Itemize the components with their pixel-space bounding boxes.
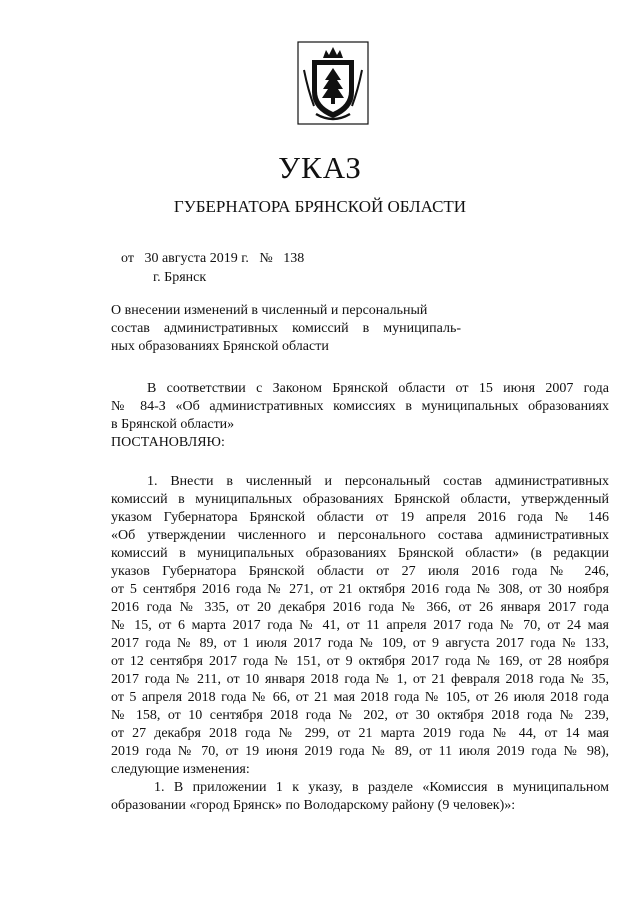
paragraph-line: № 15, от 6 марта 2017 года № 41, от 11 апреля 2017 года № 70, от 24 мая: [111, 618, 609, 633]
paragraph-line: 2017 года № 211, от 10 января 2018 года № 1, от 21 февраля 2018 года № 35,: [111, 672, 609, 687]
paragraph-line: комиссий в муниципальных образованиях Брянской области, утвержденный: [111, 492, 609, 507]
paragraph-line: 2016 года № 335, от 20 декабря 2016 года № 366, от 26 января 2017 года: [111, 600, 609, 615]
paragraph-line: комиссий в муниципальных образованиях Брянской области» (в редакции: [111, 546, 609, 561]
paragraph-line: следующие изменения:: [111, 762, 250, 777]
paragraph-line: «Об утверждении численного и персонального состава административных: [111, 528, 609, 543]
subparagraph-line: образовании «город Брянск» по Володарскому району (9 человек)»:: [111, 798, 516, 813]
date-prefix: от: [121, 251, 134, 266]
date-number-line: [121, 250, 311, 267]
paragraph-line: от 5 апреля 2018 года № 66, от 21 мая 2018 года № 105, от 26 июля 2018 года: [111, 690, 609, 705]
number-sign: №: [259, 251, 273, 266]
subject-line: состав административных комиссий в муниципаль-: [111, 321, 461, 336]
decree-subject: [111, 302, 461, 356]
paragraph-line: 2017 года № 89, от 1 июля 2017 года № 109, от 9 августа 2017 года № 133,: [111, 636, 609, 651]
subparagraph-line: 1. В приложении 1 к указу, в разделе «Комиссия в муниципальном: [154, 780, 609, 795]
subject-line: ных образованиях Брянской области: [111, 339, 329, 354]
paragraph-line: указов Губернатора Брянской области от 27 июля 2016 года № 246,: [111, 564, 609, 579]
subject-line: О внесении изменений в численный и персональный: [111, 303, 428, 318]
document-title: УКАЗ: [278, 150, 362, 185]
paragraph-line: указом Губернатора Брянской области от 19 апреля 2016 года № 146: [111, 510, 609, 525]
paragraph-line: от 27 декабря 2018 года № 299, от 21 марта 2019 года № 44, от 14 мая: [111, 726, 609, 741]
decree-number: 138: [283, 251, 305, 266]
paragraph-line: от 12 сентября 2017 года № 151, от 9 октября 2017 года № 169, от 28 ноября: [111, 654, 609, 669]
coat-of-arms-emblem: [296, 40, 370, 126]
decree-date: 30 августа 2019 г.: [144, 251, 249, 266]
paragraph-line: № 158, от 10 сентября 2018 года № 202, от 30 октября 2018 года № 239,: [111, 708, 609, 723]
preamble-line: В соответствии с Законом Брянской области от 15 июня 2007 года: [147, 381, 609, 396]
issue-city: г. Брянск: [153, 270, 207, 285]
preamble-line: в Брянской области»: [111, 417, 235, 432]
paragraph-line: от 5 сентября 2016 года № 271, от 21 октября 2016 года № 308, от 30 ноября: [111, 582, 609, 597]
paragraph-line: 2019 года № 70, от 19 июня 2019 года № 89, от 11 июля 2019 года № 98),: [111, 744, 609, 759]
paragraph-line: 1. Внести в численный и персональный состав административных: [147, 474, 609, 489]
decree-body: [111, 380, 609, 815]
preamble-line: № 84-З «Об административных комиссиях в муниципальных образованиях: [111, 399, 609, 414]
decree-keyword: ПОСТАНОВЛЯЮ:: [111, 435, 225, 450]
issuer-name: ГУБЕРНАТОРА БРЯНСКОЙ ОБЛАСТИ: [173, 197, 467, 216]
